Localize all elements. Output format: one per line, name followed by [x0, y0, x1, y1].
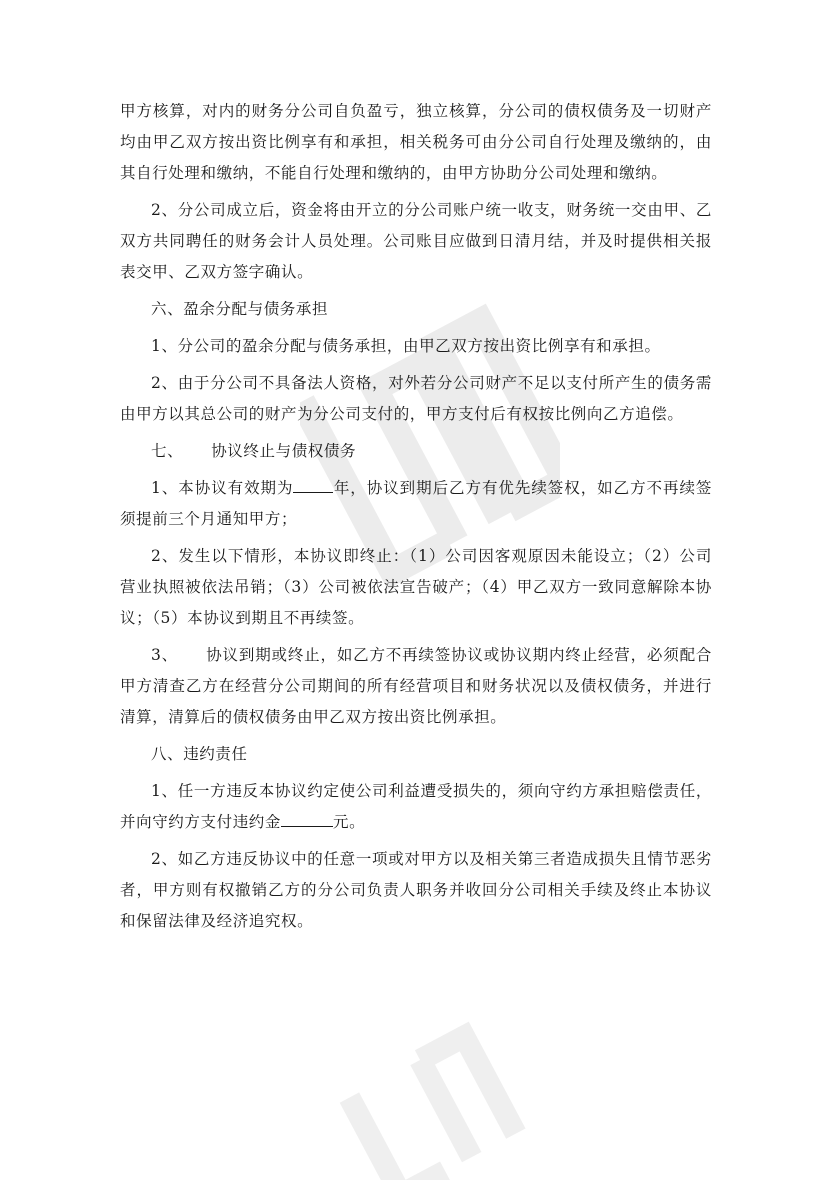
section-heading-profit-distribution: 六、盈余分配与债务承担: [151, 300, 329, 318]
years-blank-line: [293, 474, 333, 493]
breach-text-start: 1、任一方违反本协议约定使公司利益遭受损失的，须向守约方承担赔偿责任，并向守约方支付违约金: [120, 782, 712, 831]
paragraph-termination-conditions: 2、发生以下情形，本协议即终止：（1）公司因客观原因未能设立；（2）公司营业执照被依法吊销；（3）公司被依法宣告破产；（4）甲乙双方一致同意解除本协议；（5）本协议到期且不再续签。: [120, 547, 712, 627]
validity-text-end: 年，协议到期后乙方有优先续签权，如乙方不再续签须提前三个月通知甲方；: [120, 479, 712, 528]
paragraph-financial-accounting: 甲方核算，对内的财务分公司自负盈亏，独立核算，分公司的债权债务及一切财产均由甲乙双方按出资比例享有和承担，相关税务可由分公司自行处理及缴纳的，由其自行处理和缴纳，不能自行处理和缴纳的，由甲方协助分公司处理和缴纳。: [120, 102, 712, 182]
paragraph-debt-liability: 2、由于分公司不具备法人资格，对外若分公司财产不足以支付所产生的债务需由甲方以其总公司的财产为分公司支付的，甲方支付后有权按比例向乙方追偿。: [120, 374, 712, 423]
section-heading-termination-number: 七、: [151, 442, 184, 460]
breach-text-end: 元。: [333, 813, 366, 831]
paragraph-breach-revocation: 2、如乙方违反协议中的任意一项或对甲方以及相关第三者造成损失且情节恶劣者，甲方则有权撤销乙方的分公司负责人职务并收回分公司相关手续及终止本协议和保留法律及经济追究权。: [120, 850, 712, 930]
section-heading-breach: 八、违约责任: [151, 745, 248, 763]
paragraph-fund-management: 2、分公司成立后，资金将由开立的分公司账户统一收支，财务统一交由甲、乙双方共同聘任的财务会计人员处理。公司账目应做到日清月结，并及时提供相关报表交甲、乙双方签字确认。: [120, 201, 712, 281]
amount-blank-line: [281, 808, 333, 827]
paragraph-validity-period: [120, 473, 712, 535]
liquidation-number: 3、: [151, 646, 179, 664]
watermark-logo-bottom: [330, 1020, 530, 1180]
section-heading-termination: [120, 436, 712, 467]
section-heading-termination-text: 协议终止与债权债务: [211, 442, 357, 460]
validity-text-start: 1、本协议有效期为: [151, 479, 294, 497]
paragraph-liquidation: [120, 640, 712, 733]
liquidation-text: 协议到期或终止，如乙方不再续签协议或协议期内终止经营，必须配合甲方清查乙方在经营分公司期间的所有经营项目和财务状况以及债权债务，并进行清算，清算后的债权债务由甲乙双方按出资比例承担。: [120, 646, 713, 726]
paragraph-profit-distribution: 1、分公司的盈余分配与债务承担，由甲乙双方按出资比例享有和承担。: [151, 337, 661, 355]
document-body: [120, 96, 712, 943]
paragraph-breach-compensation: [120, 776, 712, 838]
